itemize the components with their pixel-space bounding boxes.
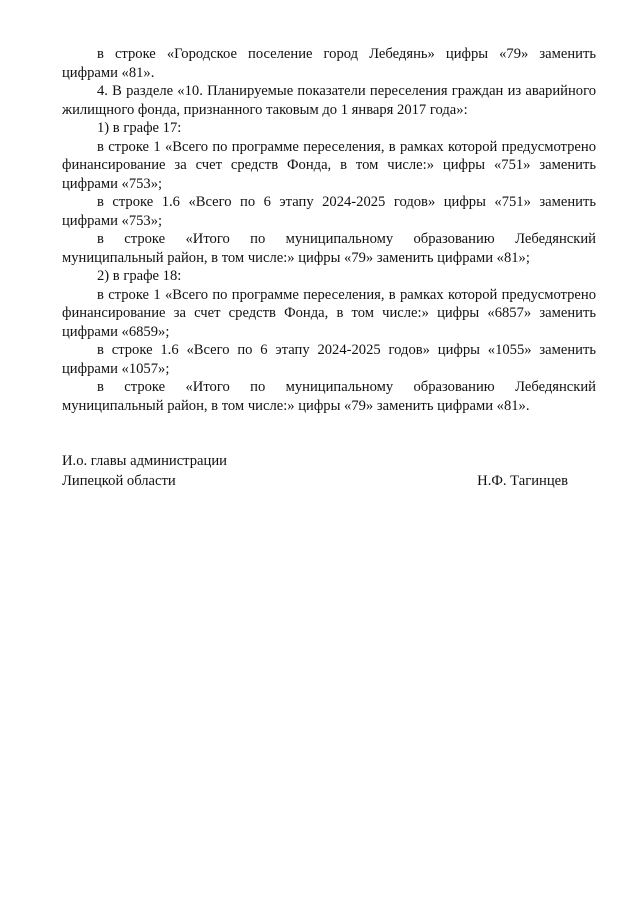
signatory-position-line-2: Липецкой области (62, 473, 176, 489)
paragraph-3: 1) в графе 17: (97, 120, 182, 136)
signatory-name: Н.Ф. Тагинцев (477, 473, 568, 489)
signature-line-1 (62, 451, 568, 471)
signature-block (62, 451, 568, 491)
paragraph-6: в строке «Итого по муниципальному образованию Лебедянский муниципальный район, в том числе:» цифры «79» заменить цифрами «81»; (62, 231, 596, 266)
paragraph-9: в строке 1.6 «Всего по 6 этапу 2024-2025 годов» цифры «1055» заменить цифрами «1057»; (62, 342, 596, 377)
signature-line-2 (62, 471, 568, 491)
paragraph-1: в строке «Городское поселение город Лебедянь» цифры «79» заменить цифрами «81». (62, 46, 596, 81)
paragraph-5: в строке 1.6 «Всего по 6 этапу 2024-2025 годов» цифры «751» заменить цифрами «753»; (62, 194, 596, 229)
document-body (62, 45, 596, 415)
paragraph-8: в строке 1 «Всего по программе переселения, в рамках которой предусмотрено финансирование за счет средств Фонда, в том числе:» цифры «6857» заменить цифрами «6859»; (62, 286, 596, 340)
paragraph-7: 2) в графе 18: (97, 268, 182, 284)
paragraph-10: в строке «Итого по муниципальному образованию Лебедянский муниципальный район, в том числе:» цифры «79» заменить цифрами «81». (62, 379, 596, 414)
paragraph-4: в строке 1 «Всего по программе переселения, в рамках которой предусмотрено финансирование за счет средств Фонда, в том числе:» цифры «751» заменить цифрами «753»; (62, 138, 596, 192)
paragraph-2: 4. В разделе «10. Планируемые показатели переселения граждан из аварийного жилищного фонда, признанного таковым до 1 января 2017 года»: (62, 83, 596, 118)
signatory-position-line-1: И.о. главы администрации (62, 453, 227, 469)
